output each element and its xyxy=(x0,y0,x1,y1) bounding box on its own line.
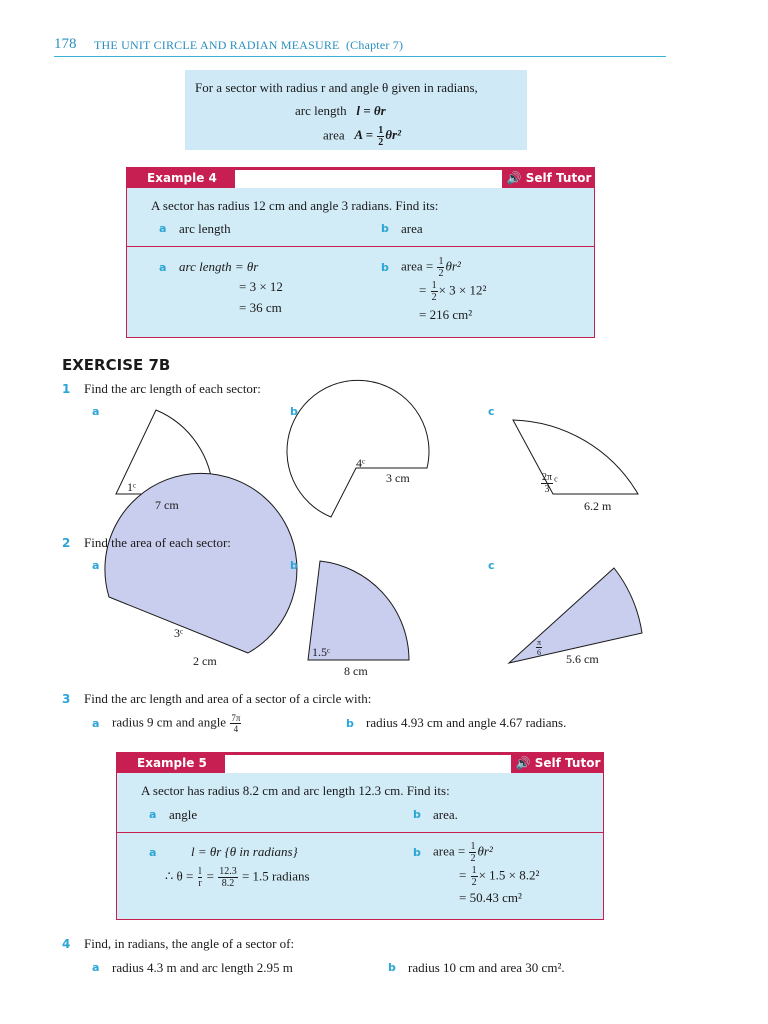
example-4-title: Example 4 xyxy=(127,168,235,188)
formula-intro: For a sector with radius r and angle θ given in radians, xyxy=(195,80,478,95)
self-tutor-label: Self Tutor xyxy=(525,171,592,185)
part-a-label: a xyxy=(149,808,157,821)
example-5-header xyxy=(117,753,603,773)
q2c-sector xyxy=(509,568,642,663)
sol-a-line-2: = 3 × 12 xyxy=(239,279,283,294)
sol-b-1-prefix: area = xyxy=(401,258,437,274)
chapter-title: THE UNIT CIRCLE AND RADIAN MEASURE xyxy=(94,38,340,52)
sol-b-1-prefix: area = xyxy=(433,843,469,859)
frac-den: 2 xyxy=(470,853,476,864)
frac-num: 12.3 xyxy=(219,866,237,877)
sol-a-1: arc length = θr xyxy=(179,259,259,274)
q3-a-prefix: radius 9 cm and angle xyxy=(112,714,227,730)
q2c-angle xyxy=(535,638,543,657)
half-fraction xyxy=(469,841,476,864)
radian-sup: c xyxy=(554,474,558,484)
example-5-box xyxy=(116,752,604,920)
q4-a-label: a xyxy=(92,961,100,974)
q1-a-label: a xyxy=(92,405,100,418)
pi-sixth xyxy=(536,638,542,657)
frac-num: 1 xyxy=(378,125,384,136)
q1b-sector xyxy=(287,380,429,517)
sol-a-line-2 xyxy=(165,866,310,889)
sol-b-line-3: = 216 cm² xyxy=(419,307,473,322)
q1c-radius: 6.2 m xyxy=(584,499,612,513)
frac-num: 2π xyxy=(542,472,553,483)
sol-a-label: a xyxy=(159,261,167,274)
l-over-r xyxy=(198,866,203,889)
sol-b-label: b xyxy=(413,846,421,859)
q2-number: 2 xyxy=(62,536,71,550)
frac-den: 2 xyxy=(431,292,437,303)
example-5-title: Example 5 xyxy=(117,753,225,773)
page-number: 178 xyxy=(54,36,77,52)
sol-a-line-3: = 36 cm xyxy=(239,300,282,315)
q3-a-text xyxy=(112,713,242,734)
q4-b-label: b xyxy=(388,961,396,974)
half-fraction xyxy=(471,865,478,888)
q1a-angle: 1ᶜ xyxy=(127,480,137,494)
self-tutor-label: Self Tutor xyxy=(534,756,601,770)
area-formula-suffix: θr² xyxy=(385,127,401,143)
q1a-radius: 7 cm xyxy=(155,498,179,512)
q2-b-label: b xyxy=(290,559,298,572)
sol-a-1: l = θr {θ in radians} xyxy=(191,844,298,859)
frac-num: π xyxy=(537,638,542,647)
q1c-sector xyxy=(513,420,638,494)
part-a-text: arc length xyxy=(179,221,231,236)
q1-c-label: c xyxy=(488,405,495,418)
frac-den: r xyxy=(198,878,202,889)
sol-a-2-suffix: = 1.5 radians xyxy=(241,868,310,884)
seven-pi-fourth xyxy=(230,713,241,734)
frac-num: 1 xyxy=(431,280,437,291)
arc-formula: l = θr xyxy=(356,103,386,118)
area-label: area xyxy=(323,127,345,143)
frac-den: 8.2 xyxy=(221,878,235,889)
sol-a-2-prefix: ∴ θ = xyxy=(165,868,194,884)
q2b-radius: 8 cm xyxy=(344,664,368,678)
equals: = xyxy=(206,868,214,884)
exercise-heading: EXERCISE 7B xyxy=(62,356,171,374)
sol-b-1-suffix: θr² xyxy=(445,258,461,274)
arc-label: arc length xyxy=(295,103,347,118)
sol-b-line-1 xyxy=(433,841,493,864)
q1b-angle: 4ᶜ xyxy=(356,456,366,470)
frac-den: 6 xyxy=(537,648,542,657)
q2-c-label: c xyxy=(488,559,495,572)
sol-b-line-2 xyxy=(459,865,539,888)
q1-number: 1 xyxy=(62,382,71,396)
q3-a-label: a xyxy=(92,717,100,730)
q1c-angle xyxy=(540,472,558,495)
header-gap xyxy=(225,755,511,773)
q4-a-text: radius 4.3 m and arc length 2.95 m xyxy=(112,960,293,975)
chapter-ref: (Chapter 7) xyxy=(345,38,404,52)
frac-num: 1 xyxy=(470,841,476,852)
q2-text: Find the area of each sector: xyxy=(84,535,231,550)
frac-num: 7π xyxy=(231,713,241,723)
q3-text: Find the arc length and area of a sector of a circle with: xyxy=(84,691,372,706)
q2a-radius: 2 cm xyxy=(193,654,217,668)
q2c-radius: 5.6 cm xyxy=(566,652,599,666)
value-fraction xyxy=(218,866,238,889)
q3-number: 3 xyxy=(62,692,71,706)
example-5-question: A sector has radius 8.2 cm and arc length 12.3 cm. Find its: xyxy=(141,783,450,798)
frac-den: 2 xyxy=(378,137,384,148)
q2a-angle: 3ᶜ xyxy=(174,626,184,640)
part-b-text: area. xyxy=(433,807,458,822)
q1-b-label: b xyxy=(290,405,298,418)
part-a-label: a xyxy=(159,222,167,235)
q1b-radius: 3 cm xyxy=(386,471,410,485)
part-b-label: b xyxy=(413,808,421,821)
speaker-icon: 🔊 xyxy=(515,756,531,770)
q2b-angle: 1.5ᶜ xyxy=(312,645,331,659)
sol-b-1-suffix: θr² xyxy=(477,843,493,859)
frac-num: l xyxy=(198,866,202,877)
frac-num: 1 xyxy=(471,865,477,876)
sol-b-2-prefix: = xyxy=(419,282,430,298)
sol-b-2-suffix: × 3 × 12² xyxy=(438,282,487,298)
sol-a-label: a xyxy=(149,846,157,859)
frac-den: 2 xyxy=(438,268,444,279)
q3-b-text: radius 4.93 cm and angle 4.67 radians. xyxy=(366,715,567,730)
part-a-text: angle xyxy=(169,807,198,822)
frac-den: 2 xyxy=(471,877,477,888)
two-pi-third xyxy=(541,472,553,495)
q2a-sector xyxy=(105,473,297,653)
self-tutor-button[interactable] xyxy=(513,753,603,773)
sol-b-2-suffix: × 1.5 × 8.2² xyxy=(478,867,540,883)
q3-b-label: b xyxy=(346,717,354,730)
solution-divider xyxy=(117,832,603,833)
q4-b-text: radius 10 cm and area 30 cm². xyxy=(408,960,565,975)
q2-a-label: a xyxy=(92,559,100,572)
frac-den: 3 xyxy=(544,484,550,495)
q1-text: Find the arc length of each sector: xyxy=(84,381,261,396)
q4-text: Find, in radians, the angle of a sector of: xyxy=(84,936,295,951)
sol-b-2-prefix: = xyxy=(459,867,470,883)
sol-b-line-3: = 50.43 cm² xyxy=(459,890,522,905)
frac-den: 4 xyxy=(233,724,239,734)
area-formula-prefix: A = xyxy=(354,127,377,143)
q4-number: 4 xyxy=(62,937,71,951)
speaker-icon: 🔊 xyxy=(506,171,522,185)
frac-num: 1 xyxy=(438,256,444,267)
sol-b-label: b xyxy=(381,261,389,274)
sol-a-line-1 xyxy=(191,844,298,860)
example-4-question: A sector has radius 12 cm and angle 3 radians. Find its: xyxy=(151,198,439,213)
part-b-text: area xyxy=(401,221,423,236)
part-b-label: b xyxy=(381,222,389,235)
